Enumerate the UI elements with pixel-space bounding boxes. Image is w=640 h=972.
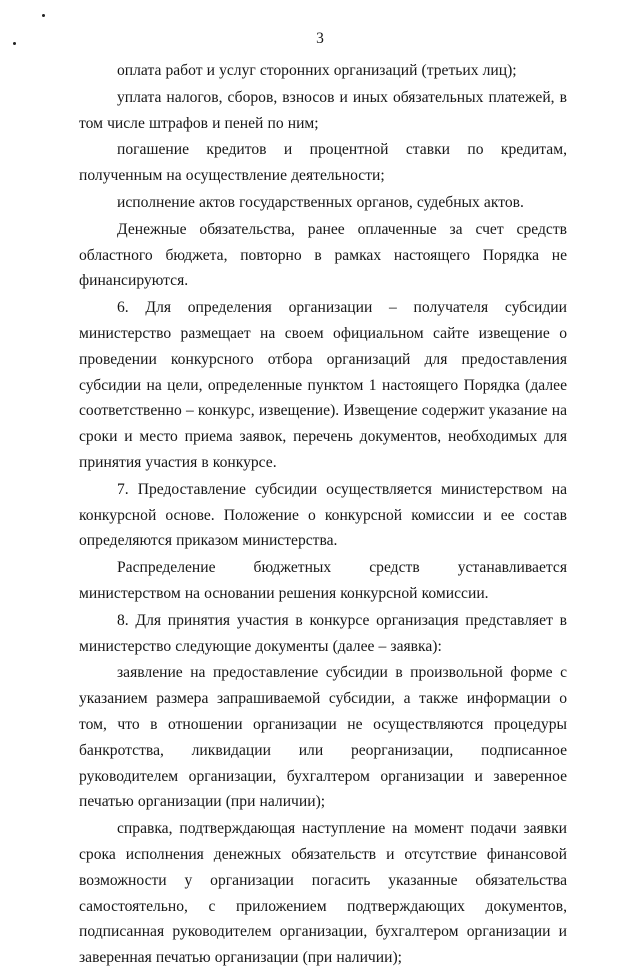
paragraph: справка, подтверждающая наступление на момент подачи заявки срока исполнения денежных обязательств и отсутствие финансовой возможности у организации погасить указанные обязательства самостоятельно, с приложением подтверждающих документов, подписанная руководителем организации, бухгалтером организации и заверенная печатью организации (при наличии); [79,820,567,967]
paragraph: Распределение бюджетных средств устанавливается министерством на основании решения конкурсной комиссии. [79,559,567,602]
paragraph: исполнение актов государственных органов, судебных актов. [117,193,524,211]
paragraph: погашение кредитов и процентной ставки по кредитам, полученным на осуществление деятельности; [79,141,567,185]
paragraph: 6. Для определения организации – получателя субсидии министерство размещает на своем официальном сайте извещение о проведении конкурсного отбора организаций для предоставления субсидии на цели, определенные пунктом 1 настоящего Порядка (далее соответственно – конкурс, извещение). Извещение содержит указание на сроки и место приема заявок, перечень документов, необходимых для принятия участия в конкурсе. [79,299,567,471]
page-number: 3 [316,30,324,47]
paragraph: Денежные обязательства, ранее оплаченные за счет средств областного бюджета, повторно в рамках настоящего Порядка не финансируются. [79,220,567,290]
paragraph: 8. Для принятия участия в конкурсе организация представляет в министерство следующие документы (далее – заявка): [79,611,567,655]
paragraph: уплата налогов, сборов, взносов и иных обязательных платежей, в том числе штрафов и пеней по ним; [79,88,567,132]
paragraph: 7. Предоставление субсидии осуществляется министерством на конкурсной основе. Положение о конкурсной комиссии и ее состав определяются приказом министерства. [79,480,567,550]
paragraph: оплата работ и услуг сторонних организаций (третьих лиц); [117,62,517,79]
paragraph: заявление на предоставление субсидии в произвольной форме с указанием размера запрашиваемой субсидии, а также информации о том, что в отношении организации не осуществляются процедуры банкротства, ликвидации или реорганизации, подписанное руководителем организации, бухгалтером организации и заверенное печатью организации (при наличии); [79,664,567,811]
document-body [79,58,567,972]
scan-speck-mark [42,14,45,17]
